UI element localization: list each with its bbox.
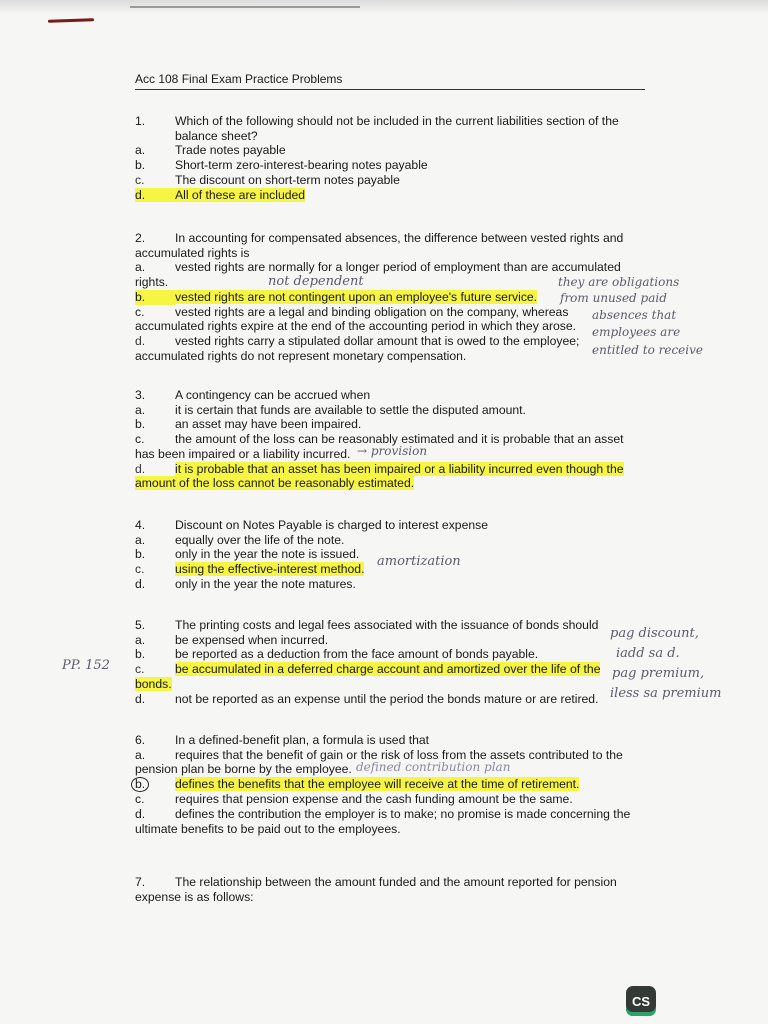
option-letter: d. [135,806,146,821]
option-letter: a. [135,402,146,417]
question-number: 4. [135,518,146,532]
option-c: vested rights are a legal and binding obligation on the company, whereas [175,304,569,319]
option-a-cont: rights. [135,275,169,290]
ink-mark [48,18,94,23]
option-d-cont-highlighted: amount of the loss cannot be reasonably estimated. [135,476,415,491]
question-3 [135,388,635,491]
handwritten-note: employees are [592,325,681,339]
question-number: 6. [135,733,146,747]
camscanner-badge: CS [626,986,656,1016]
option-a: it is certain that funds are available to settle the disputed amount. [175,402,526,417]
question-stem: Which of the following should not be included in the current liabilities section of the balance sheet? [175,114,619,143]
question-stem: Discount on Notes Payable is charged to interest expense [175,518,488,532]
option-letter: c. [135,304,145,319]
question-number: 3. [135,388,146,402]
option-b-highlighted: vested rights are not contingent upon an employee's future service. [175,289,538,304]
question-stem: The printing costs and legal fees associated with the issuance of bonds should [175,618,599,632]
handwritten-note: iless sa premium [610,686,722,701]
option-letter-checked: d. [135,461,146,476]
question-stem: In a defined-benefit plan, a formula is used that [175,733,430,747]
option-d-highlighted: it is probable that an asset has been impaired or a liability incurred even though the [175,461,624,476]
page-title: Acc 108 Final Exam Practice Problems [135,72,645,90]
option-letter: c. [135,432,145,447]
option-a: requires that the benefit of gain or the risk of loss from the assets contributed to the [175,747,623,762]
handwritten-note: from unused paid [560,291,667,305]
page-top-shadow [0,0,768,14]
option-a: equally over the life of the note. [175,532,345,547]
option-d: vested rights carry a stipulated dollar amount that is owed to the employee; [175,333,580,348]
handwritten-note: PP. 152 [62,658,110,673]
question-number: 2. [135,231,146,245]
question-1 [135,114,635,202]
option-letter: a. [135,632,146,647]
option-letter: b. [135,417,146,432]
question-number: 7. [135,875,146,889]
option-letter: c. [135,792,145,807]
question-stem: A contingency can be accrued when [175,388,371,402]
option-letter: b. [135,290,175,305]
question-5 [135,618,635,706]
option-letter-checked: c. [135,662,145,677]
option-a: be expensed when incurred. [175,632,329,647]
option-b: an asset may have been impaired. [175,417,362,432]
option-letter: a. [135,532,146,547]
handwritten-note: absences that [592,308,677,322]
option-letter: a. [135,747,146,762]
option-d: defines the contribution the employer is to make; no promise is made concerning the [175,806,631,821]
option-letter-checked: c. [135,172,145,187]
handwritten-note: amortization [377,554,461,569]
option-c: The discount on short-term notes payable [175,172,400,187]
option-c-cont-highlighted: bonds. [135,676,172,691]
option-letter: d. [135,188,175,203]
option-letter: a. [135,260,146,275]
question-6 [135,733,635,836]
option-d: not be reported as an expense until the period the bonds mature or are retired. [175,691,599,706]
option-b-highlighted: defines the benefits that the employee will receive at the time of retirement. [175,777,580,792]
option-d-cont: ultimate benefits to be paid out to the employees. [135,821,401,836]
option-letter-checked: c. [135,562,145,577]
handwritten-note: → provision [357,444,428,458]
option-d: only in the year the note matures. [175,576,356,591]
question-7 [135,875,635,904]
question-number: 1. [135,114,146,128]
question-stem: The relationship between the amount funded and the amount reported for pension expense is as follows: [135,875,617,904]
option-c-cont: accumulated rights expire at the end of the accounting period in which they arose. [135,319,577,334]
question-number: 5. [135,618,146,632]
option-letter: d. [135,576,146,591]
option-letter: b. [135,547,146,562]
handwritten-note: pag discount, [610,626,699,641]
option-letter: b. [135,647,146,662]
paper-edge [130,6,360,8]
option-letter: a. [135,143,146,158]
option-letter-checked: d. [135,333,146,348]
handwritten-note: pag premium, [612,666,705,681]
option-b: Short-term zero-interest-bearing notes payable [175,158,428,173]
option-c-highlighted: be accumulated in a deferred charge account and amortized over the life of the [175,662,601,677]
option-a: Trade notes payable [175,143,286,158]
option-d-cont: accumulated rights do not represent monetary compensation. [135,348,467,363]
handwritten-note: defined contribution plan [356,760,511,774]
option-letter: d. [135,691,146,706]
option-a: vested rights are normally for a longer period of employment than are accumulated [175,260,621,275]
question-stem: In accounting for compensated absences, the difference between vested rights and accumulated rights is [135,231,624,260]
option-c: the amount of the loss can be reasonably estimated and it is probable that an asset [175,432,624,447]
option-d-highlighted: All of these are included [175,187,306,202]
option-c-cont: has been impaired or a liability incurred. [135,446,351,461]
handwritten-note: iadd sa d. [616,646,680,661]
option-letter-circled: b. [131,777,149,792]
option-b: be reported as a deduction from the face amount of bonds payable. [175,647,539,662]
option-a-cont: pension plan be borne by the employee. [135,762,352,777]
option-letter: b. [135,158,146,173]
option-b: only in the year the note is issued. [175,547,360,562]
handwritten-note: not dependent [268,274,364,289]
handwritten-note: entitled to receive [592,343,703,357]
option-c: requires that pension expense and the cash funding amount be the same. [175,792,573,807]
option-c-highlighted: using the effective-interest method. [175,562,365,577]
handwritten-note: they are obligations [558,275,680,289]
